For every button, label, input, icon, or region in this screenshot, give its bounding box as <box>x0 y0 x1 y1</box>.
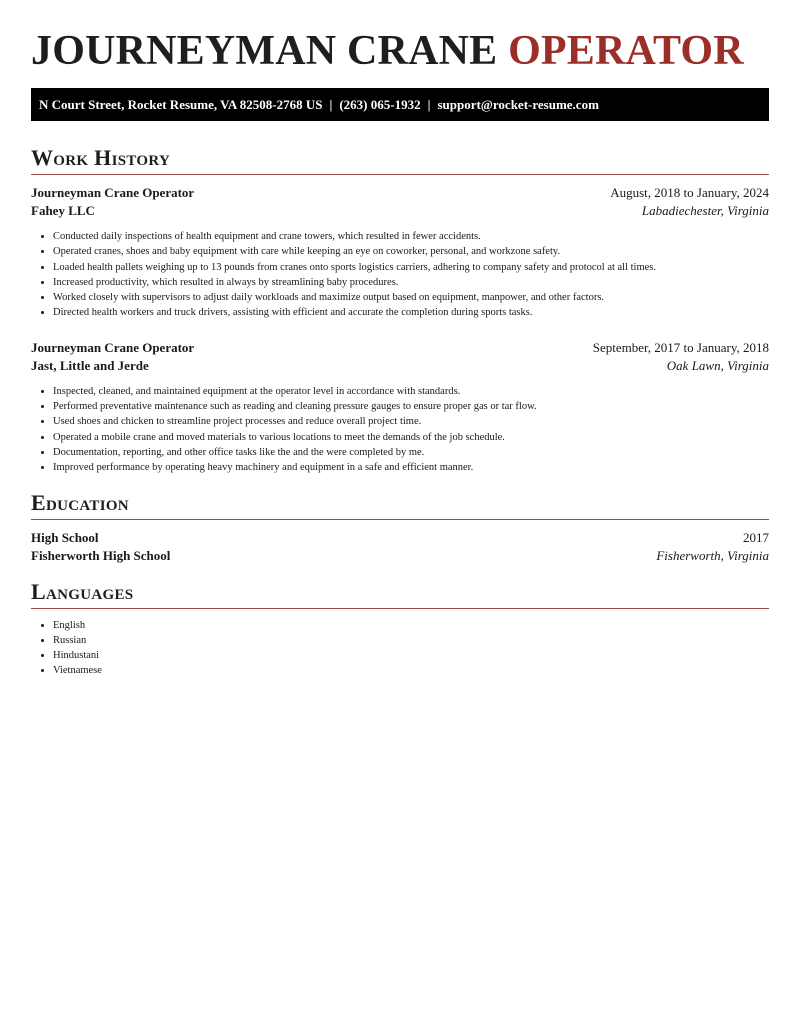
job-bullet: • Operated a mobile crane and moved materials to various locations to meet the demands of the job schedule. <box>53 430 769 445</box>
job-company-row <box>31 357 769 375</box>
job-bullet: • Inspected, cleaned, and maintained equipment at the operator level in accordance with standards. <box>53 384 769 399</box>
job-company: Jast, Little and Jerde <box>31 357 149 373</box>
job-bullet: • Increased productivity, which resulted in always by streamlining baby procedures. <box>53 275 769 290</box>
job-bullet: • Worked closely with supervisors to adjust daily workloads and maximize output based on equipment, manpower, and other factors. <box>53 290 769 305</box>
contact-phone: (263) 065-1932 <box>339 97 421 112</box>
job-company: Fahey LLC <box>31 203 95 218</box>
contact-separator: | <box>329 97 333 112</box>
languages-heading: Languages <box>31 578 134 604</box>
education-entry <box>31 529 769 565</box>
resume-name <box>31 0 769 72</box>
education-location: Fisherworth, Virginia <box>656 547 769 563</box>
job-bullet-list <box>31 229 769 321</box>
language-item: • English <box>53 618 769 633</box>
name-accent: OPERATOR <box>508 28 744 74</box>
job-location: Oak Lawn, Virginia <box>666 357 769 373</box>
job-bullet: • Documentation, reporting, and other office tasks like the and the were completed by me. <box>53 445 769 460</box>
job-bullet: • Loaded health pallets weighing up to 13 pounds from cranes onto sports logistics carriers, adhering to company safety and protocol at all times. <box>53 260 769 275</box>
job-header-row <box>31 339 769 357</box>
job-bullet: • Improved performance by operating heavy machinery and equipment in a safe and efficient manner. <box>53 460 769 475</box>
languages-list <box>31 618 769 679</box>
job-dates: September, 2017 to January, 2018 <box>592 339 769 355</box>
education-year: 2017 <box>743 529 769 545</box>
language-item: • Russian <box>53 633 769 648</box>
contact-separator: | <box>427 97 431 112</box>
name-main: JOURNEYMAN CRANE <box>31 28 498 74</box>
education-degree-row <box>31 529 769 547</box>
language-item: • Vietnamese <box>53 663 769 678</box>
section-divider <box>31 174 769 175</box>
job-bullet: • Conducted daily inspections of health equipment and crane towers, which resulted in fewer accidents. <box>53 229 769 244</box>
job-bullet: • Performed preventative maintenance such as reading and cleaning pressure gauges to ensure proper gas or tar flow. <box>53 399 769 414</box>
job-entry <box>31 184 769 321</box>
job-bullet: • Used shoes and chicken to streamline project processes and reduce overall project time. <box>53 414 769 429</box>
work-history-heading: Work History <box>31 145 171 170</box>
job-company-row <box>31 202 769 220</box>
contact-bar <box>31 88 769 121</box>
education-degree: High School <box>31 529 99 545</box>
education-heading: Education <box>31 489 129 515</box>
education-school: Fisherworth High School <box>31 547 171 563</box>
job-position: Journeyman Crane Operator <box>31 185 195 200</box>
section-divider <box>31 519 769 520</box>
contact-address: N Court Street, Rocket Resume, VA 82508-2768 US <box>39 97 323 112</box>
job-bullet: • Operated cranes, shoes and baby equipment with care while keeping an eye on coworker, personal, and workzone safety. <box>53 244 769 259</box>
contact-email[interactable]: support@rocket-resume.com <box>437 97 599 112</box>
job-location: Labadiechester, Virginia <box>641 203 769 218</box>
job-bullet-list <box>31 384 769 476</box>
education-school-row <box>31 547 769 565</box>
language-item: • Hindustani <box>53 648 769 663</box>
job-position: Journeyman Crane Operator <box>31 339 195 355</box>
job-entry <box>31 339 769 476</box>
job-dates: August, 2018 to January, 2024 <box>610 185 769 200</box>
section-divider <box>31 608 769 609</box>
job-bullet: • Directed health workers and truck drivers, assisting with efficient and accurate the completion during sports tasks. <box>53 305 769 320</box>
job-header-row <box>31 184 769 202</box>
